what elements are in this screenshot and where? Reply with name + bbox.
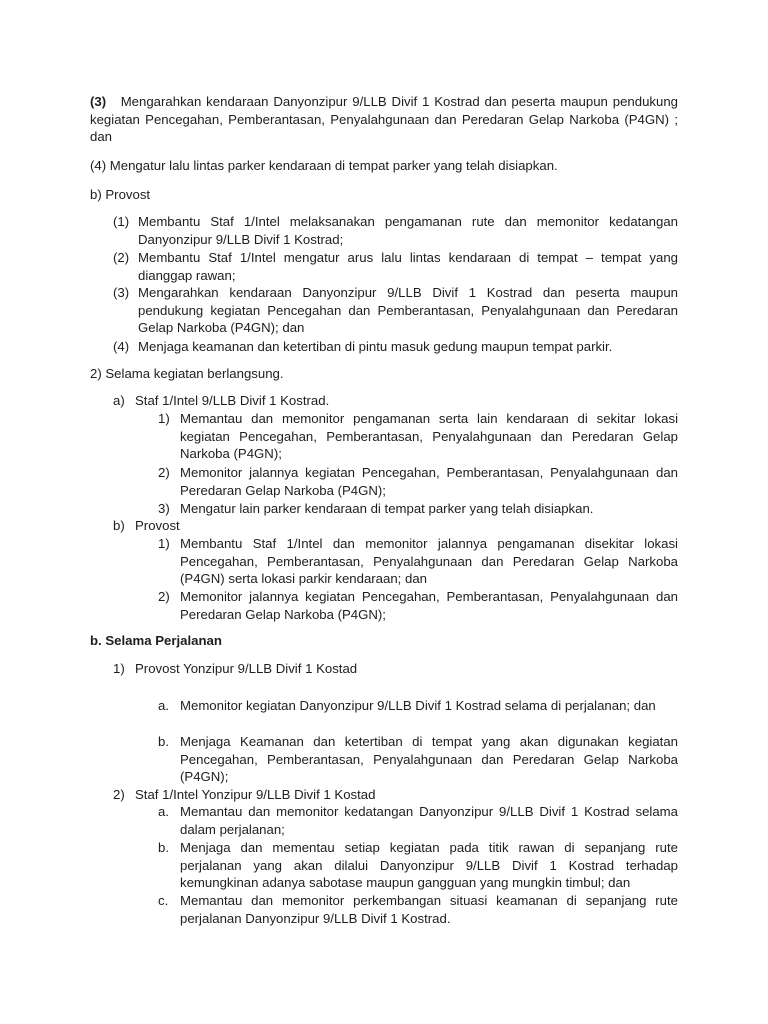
paragraph-4: (4) Mengatur lalu lintas parker kendaraan di tempat parker yang telah disiapkan. — [90, 158, 558, 173]
list-item-number: 2) — [113, 787, 125, 802]
list-item-number: 1) — [158, 536, 170, 551]
list-item-text: Membantu Staf 1/Intel mengatur arus lalu lintas kendaraan di tempat – tempat yang dianggap rawan; — [138, 250, 678, 283]
list-item-text: Menjaga dan mementau setiap kegiatan pada titik rawan di sepanjang rute perjalanan yang akan dilalui Danyonzipur 9/LLB Divif 1 Kostrad terhadap kemungkinan adanya sabotase maupun gangguan yang mungkin timbul; dan — [180, 840, 678, 891]
list-item-number: b. — [158, 734, 169, 749]
list-item-text: Memonitor kegiatan Danyonzipur 9/LLB Divif 1 Kostrad selama di perjalanan; dan — [180, 698, 656, 713]
list-item-number: (3) — [113, 285, 130, 300]
list-item-number: 1) — [113, 661, 125, 676]
list-item-text: Memantau dan memonitor perkembangan situasi keamanan di sepanjang rute perjalanan Danyonzipur 9/LLB Divif 1 Kostrad. — [180, 893, 678, 926]
list-item-text: Membantu Staf 1/Intel melaksanakan pengamanan rute dan memonitor kedatangan Danyonzipur 9/LLB Divif 1 Kostrad; — [138, 214, 678, 247]
list-item-number: c. — [158, 893, 169, 908]
section-heading-selama-kegiatan: 2) Selama kegiatan berlangsung. — [90, 366, 284, 381]
list-item-number: 3) — [158, 501, 170, 516]
list-item-text: Menjaga keamanan dan ketertiban di pintu masuk gedung maupun tempat parkir. — [138, 339, 613, 354]
list-item-text: Staf 1/Intel 9/LLB Divif 1 Kostrad. — [135, 393, 330, 408]
list-item-number: a. — [158, 698, 169, 713]
list-item-text: Staf 1/Intel Yonzipur 9/LLB Divif 1 Kostad — [135, 787, 376, 802]
list-item-number: (1) — [113, 214, 130, 229]
list-item-number: a) — [113, 393, 125, 408]
list-item-text: Memonitor jalannya kegiatan Pencegahan, Pemberantasan, Penyalahgunaan dan Peredaran Gelap Narkoba (P4GN); — [180, 589, 678, 622]
paragraph-3 — [90, 93, 678, 146]
list-item-text: Mengatur lain parker kendaraan di tempat parker yang telah disiapkan. — [180, 501, 594, 516]
list-item-text: Menjaga Keamanan dan ketertiban di tempat yang akan digunakan kegiatan Pencegahan, Pemberantasan, Penyalahgunaan dan Peredaran Gelap Narkoba (P4GN); — [180, 734, 678, 785]
list-item-number: b) — [113, 518, 125, 533]
list-item-text: Provost — [135, 518, 180, 533]
list-item-number: a. — [158, 804, 169, 819]
list-item-text: Provost Yonzipur 9/LLB Divif 1 Kostad — [135, 661, 358, 676]
list-item-text: Mengarahkan kendaraan Danyonzipur 9/LLB Divif 1 Kostrad dan peserta maupun pendukung kegiatan Pencegahan dan Pemberantasan, Penyalahgunaan dan Peredaran Gelap Narkoba (P4GN); dan — [138, 285, 678, 336]
list-item-text: Memantau dan memonitor kedatangan Danyonzipur 9/LLB Divif 1 Kostrad selama dalam perjalanan; — [180, 804, 678, 837]
list-item-text: Memonitor jalannya kegiatan Pencegahan, Pemberantasan, Penyalahgunaan dan Peredaran Gelap Narkoba (P4GN); — [180, 465, 678, 498]
paragraph-3-number: (3) — [90, 94, 107, 109]
list-item-number: 1) — [158, 411, 170, 426]
provost-heading: b) Provost — [90, 187, 151, 202]
list-item-number: 2) — [158, 589, 170, 604]
list-item-text: Membantu Staf 1/Intel dan memonitor jalannya pengamanan disekitar lokasi Pencegahan, Pemberantasan, Penyalahgunaan dan Peredaran Gelap Narkoba (P4GN) serta lokasi parkir kendaraan; dan — [180, 536, 678, 587]
list-item-number: 2) — [158, 465, 170, 480]
list-item-number: (2) — [113, 250, 130, 265]
list-item-number: b. — [158, 840, 169, 855]
paragraph-3-text: Mengarahkan kendaraan Danyonzipur 9/LLB Divif 1 Kostrad dan peserta maupun pendukung kegiatan Pencegahan, Pemberantasan, Penyalahgunaan dan Peredaran Gelap Narkoba (P4GN) ; dan — [90, 94, 678, 145]
list-item-number: (4) — [113, 339, 130, 354]
list-item-text: Memantau dan memonitor pengamanan serta lain kendaraan di sekitar lokasi kegiatan Pencegahan, Pemberantasan, Penyalahgunaan dan Peredaran Gelap Narkoba (P4GN); — [180, 411, 678, 462]
section-heading-selama-perjalanan: b. Selama Perjalanan — [90, 633, 222, 648]
